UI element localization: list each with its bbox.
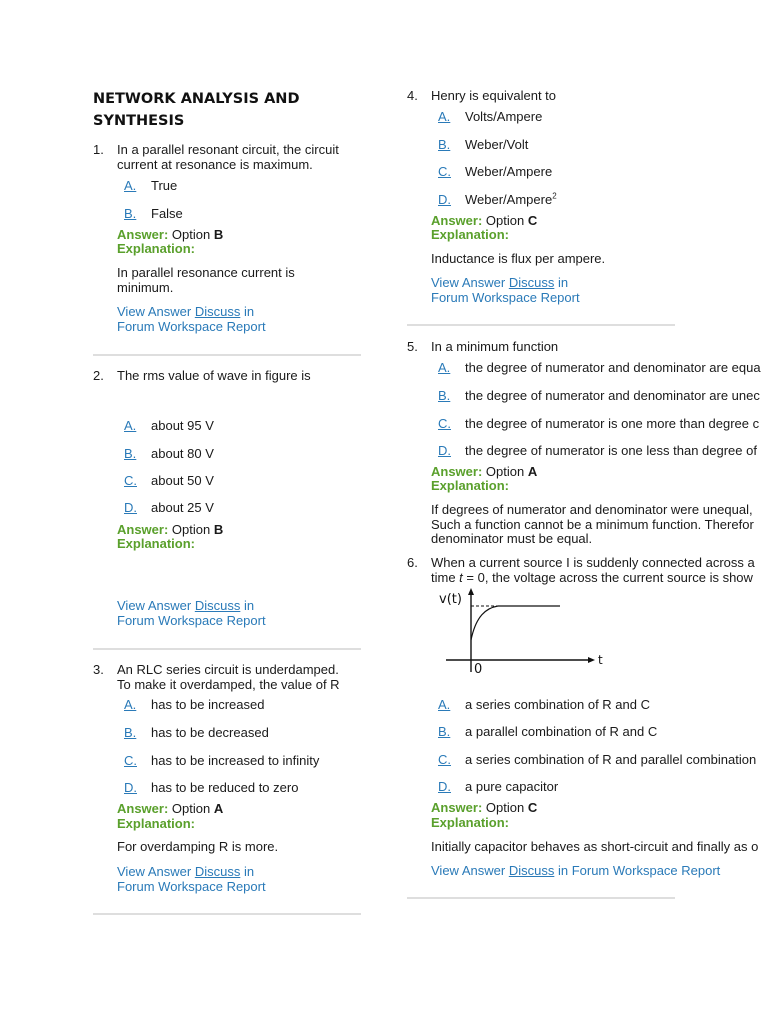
discuss-in-text: in (557, 275, 569, 290)
option-letter[interactable]: C. (124, 753, 137, 768)
explanation-label: Explanation: (431, 815, 510, 830)
explanation-text: For overdamping R is more. (117, 839, 279, 854)
view-answer-link[interactable]: View Answer (117, 304, 192, 319)
links-line (117, 864, 254, 879)
answer-value: A (213, 801, 224, 816)
forum-workspace-report-link[interactable]: Forum Workspace Report (431, 290, 580, 305)
answer-line (117, 801, 223, 816)
option-letter[interactable]: D. (124, 500, 137, 515)
option-word: Option (485, 213, 525, 228)
option-word: Option (171, 227, 211, 242)
discuss-link[interactable]: Discuss (194, 304, 241, 319)
figure-x-label: t (598, 653, 603, 667)
question-text: Henry is equivalent to (431, 88, 557, 103)
option-text: the degree of numerator is one more than degree c (465, 416, 760, 431)
question-text: The rms value of wave in figure is (117, 368, 311, 383)
view-answer-link[interactable]: View Answer (117, 598, 192, 613)
option-letter[interactable]: C. (438, 752, 451, 767)
divider (93, 354, 361, 356)
forum-workspace-report-link[interactable]: Forum Workspace Report (571, 863, 721, 878)
option-text: False (151, 206, 183, 221)
question-text: current at resonance is maximum. (117, 157, 313, 172)
explanation-text: Inductance is flux per ampere. (431, 251, 606, 266)
document-title-line1: NETWORK ANALYSIS AND (93, 91, 300, 107)
explanation-label: Explanation: (117, 536, 196, 551)
variable-t: t (459, 570, 463, 585)
question-number: 4. (407, 88, 418, 103)
divider (407, 324, 675, 326)
option-text: has to be increased (151, 697, 265, 712)
option-text: a pure capacitor (465, 779, 559, 794)
option-letter[interactable]: C. (124, 473, 137, 488)
option-text: about 50 V (151, 473, 214, 488)
option-text: has to be reduced to zero (151, 780, 299, 795)
x-axis-arrow (588, 657, 595, 663)
option-text: the degree of numerator is one less than degree of (465, 443, 757, 458)
answer-value: B (213, 227, 224, 242)
forum-workspace-report-link[interactable]: Forum Workspace Report (117, 319, 266, 334)
question-text-part: = 0, the voltage across the current source is show (462, 570, 753, 585)
option-letter[interactable]: B. (438, 724, 451, 739)
option-letter[interactable]: A. (438, 109, 451, 124)
option-text-main: Weber/Ampere (465, 192, 553, 207)
forum-workspace-report-link[interactable]: Forum Workspace Report (117, 613, 266, 628)
discuss-link[interactable]: Discuss (508, 863, 555, 878)
view-answer-link[interactable]: View Answer (117, 864, 192, 879)
answer-line (431, 800, 537, 815)
question-text: When a current source I is suddenly connected across a (431, 555, 755, 570)
option-letter[interactable]: D. (438, 192, 451, 207)
explanation-text: denominator must be equal. (431, 531, 593, 546)
links-line (431, 275, 568, 290)
explanation-text: Such a function cannot be a minimum function. Therefor (431, 517, 754, 532)
links-line (117, 304, 254, 319)
option-letter[interactable]: A. (124, 418, 137, 433)
divider (407, 897, 675, 899)
option-letter[interactable]: A. (438, 360, 451, 375)
voltage-response-figure (436, 586, 606, 678)
option-text: has to be increased to infinity (151, 753, 320, 768)
option-letter[interactable]: C. (438, 164, 451, 179)
explanation-text: If degrees of numerator and denominator were unequal, (431, 502, 753, 517)
discuss-in-text: in (243, 864, 255, 879)
explanation-text: Initially capacitor behaves as short-circuit and finally as o (431, 839, 759, 854)
figure-y-label: v(t) (439, 592, 462, 607)
option-letter[interactable]: B. (124, 446, 137, 461)
discuss-in-text: in (243, 304, 255, 319)
question-text: An RLC series circuit is underdamped. (117, 662, 339, 677)
option-text: Volts/Ampere (465, 109, 543, 124)
option-text: about 80 V (151, 446, 214, 461)
question-text (431, 570, 753, 585)
explanation-label: Explanation: (117, 816, 196, 831)
option-word: Option (485, 464, 525, 479)
explanation-label: Explanation: (431, 227, 510, 242)
divider (93, 648, 361, 650)
option-text: a series combination of R and parallel combination (465, 752, 757, 767)
explanation-text: In parallel resonance current is (117, 265, 295, 280)
answer-value: A (527, 464, 538, 479)
question-text: In a parallel resonant circuit, the circuit (117, 142, 339, 157)
option-text: about 25 V (151, 500, 214, 515)
explanation-label: Explanation: (117, 241, 196, 256)
option-letter[interactable]: C. (438, 416, 451, 431)
option-text: a parallel combination of R and C (465, 724, 658, 739)
links-line (431, 863, 720, 878)
option-letter[interactable]: A. (438, 697, 451, 712)
question-text-part: time (431, 570, 460, 585)
question-number: 3. (93, 662, 104, 677)
option-letter[interactable]: B. (438, 137, 451, 152)
view-answer-link[interactable]: View Answer (431, 275, 506, 290)
question-text: To make it overdamped, the value of R (117, 677, 340, 692)
discuss-link[interactable]: Discuss (194, 864, 241, 879)
answer-value: C (527, 800, 538, 815)
option-letter[interactable]: A. (124, 178, 137, 193)
option-word: Option (171, 522, 211, 537)
option-text (465, 192, 557, 207)
answer-line (431, 464, 537, 479)
option-text: the degree of numerator and denominator are unec (465, 388, 760, 403)
question-number: 6. (407, 555, 418, 570)
answer-line (431, 213, 537, 228)
question-number: 2. (93, 368, 104, 383)
option-text: Weber/Volt (465, 137, 529, 152)
answer-line (117, 227, 223, 242)
explanation-label: Explanation: (431, 478, 510, 493)
option-letter[interactable]: B. (124, 206, 137, 221)
option-text: Weber/Ampere (465, 164, 553, 179)
option-letter[interactable]: D. (438, 443, 451, 458)
links-line (117, 598, 254, 613)
question-text: In a minimum function (431, 339, 559, 354)
forum-workspace-report-link[interactable]: Forum Workspace Report (117, 879, 266, 894)
option-letter[interactable]: D. (124, 780, 137, 795)
question-number: 5. (407, 339, 418, 354)
discuss-link[interactable]: Discuss (194, 598, 241, 613)
discuss-in-text: in (243, 598, 255, 613)
answer-label: Answer: (117, 801, 169, 816)
divider (93, 913, 361, 915)
option-word: Option (171, 801, 211, 816)
answer-value: B (213, 522, 224, 537)
view-answer-link[interactable]: View Answer (431, 863, 506, 878)
option-letter[interactable]: B. (438, 388, 451, 403)
answer-label: Answer: (117, 522, 169, 537)
answer-label: Answer: (117, 227, 169, 242)
discuss-in-text: in (557, 863, 569, 878)
option-letter[interactable]: B. (124, 725, 137, 740)
option-text: has to be decreased (151, 725, 269, 740)
option-text: the degree of numerator and denominator are equa (465, 360, 761, 375)
explanation-text: minimum. (117, 280, 174, 295)
option-text: a series combination of R and C (465, 697, 650, 712)
response-curve (471, 606, 498, 640)
y-axis-arrow (468, 588, 474, 595)
answer-label: Answer: (431, 213, 483, 228)
option-letter[interactable]: D. (438, 779, 451, 794)
document-title-line2: SYNTHESIS (93, 113, 185, 129)
option-letter[interactable]: A. (124, 697, 137, 712)
answer-line (117, 522, 223, 537)
option-word: Option (485, 800, 525, 815)
discuss-link[interactable]: Discuss (508, 275, 555, 290)
answer-label: Answer: (431, 464, 483, 479)
answer-label: Answer: (431, 800, 483, 815)
option-text: about 95 V (151, 418, 214, 433)
answer-value: C (527, 213, 538, 228)
option-text: True (151, 178, 178, 193)
superscript: 2 (552, 191, 557, 201)
question-number: 1. (93, 142, 104, 157)
figure-origin-label: 0 (474, 662, 483, 677)
